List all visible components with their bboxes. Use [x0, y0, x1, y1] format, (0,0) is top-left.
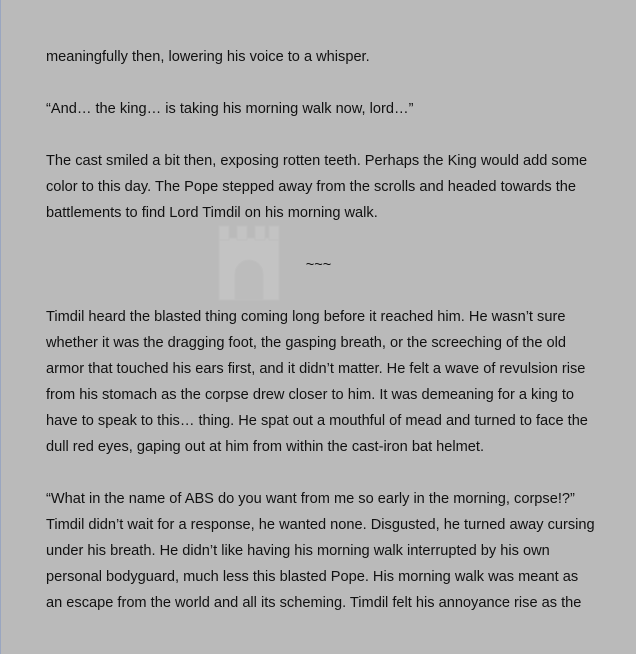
paragraph-line: “And… the king… is taking his morning walk now, lord…” [46, 101, 414, 117]
paragraph-line: whether it was the dragging foot, the gasping breath, or the screeching of the old [46, 335, 567, 351]
paragraph-line: Timdil didn’t wait for a response, he wanted none. Disgusted, he turned away cursing [46, 517, 595, 533]
paragraph-line: an escape from the world and all its scheming. Timdil felt his annoyance rise as the [46, 595, 582, 611]
document-body [46, 44, 626, 616]
paragraph-line: dull red eyes, gaping out at him from within the cast-iron bat helmet. [46, 439, 485, 455]
paragraph-line: meaningfully then, lowering his voice to a whisper. [46, 49, 370, 65]
paragraph-line: color to this day. The Pope stepped away from the scrolls and headed towards the [46, 179, 577, 195]
paragraph-line: under his breath. He didn’t like having his morning walk interrupted by his own [46, 543, 550, 559]
paragraph-line: have to speak to this… thing. He spat out a mouthful of mead and turned to face the [46, 413, 588, 429]
paragraph-line: “What in the name of ABS do you want from me so early in the morning, corpse!?” [46, 491, 575, 507]
paragraph-line: armor that touched his ears first, and it didn’t matter. He felt a wave of revulsion rise [46, 361, 586, 377]
section-break: ~~~ [305, 257, 332, 273]
paragraph-line: personal bodyguard, much less this blasted Pope. His morning walk was meant as [46, 569, 579, 585]
paragraph-line: The cast smiled a bit then, exposing rotten teeth. Perhaps the King would add some [46, 153, 588, 169]
paragraph-line: battlements to find Lord Timdil on his morning walk. [46, 205, 378, 221]
paragraph-line: Timdil heard the blasted thing coming long before it reached him. He wasn’t sure [46, 309, 566, 325]
paragraph-line: from his stomach as the corpse drew closer to him. It was demeaning for a king to [46, 387, 575, 403]
